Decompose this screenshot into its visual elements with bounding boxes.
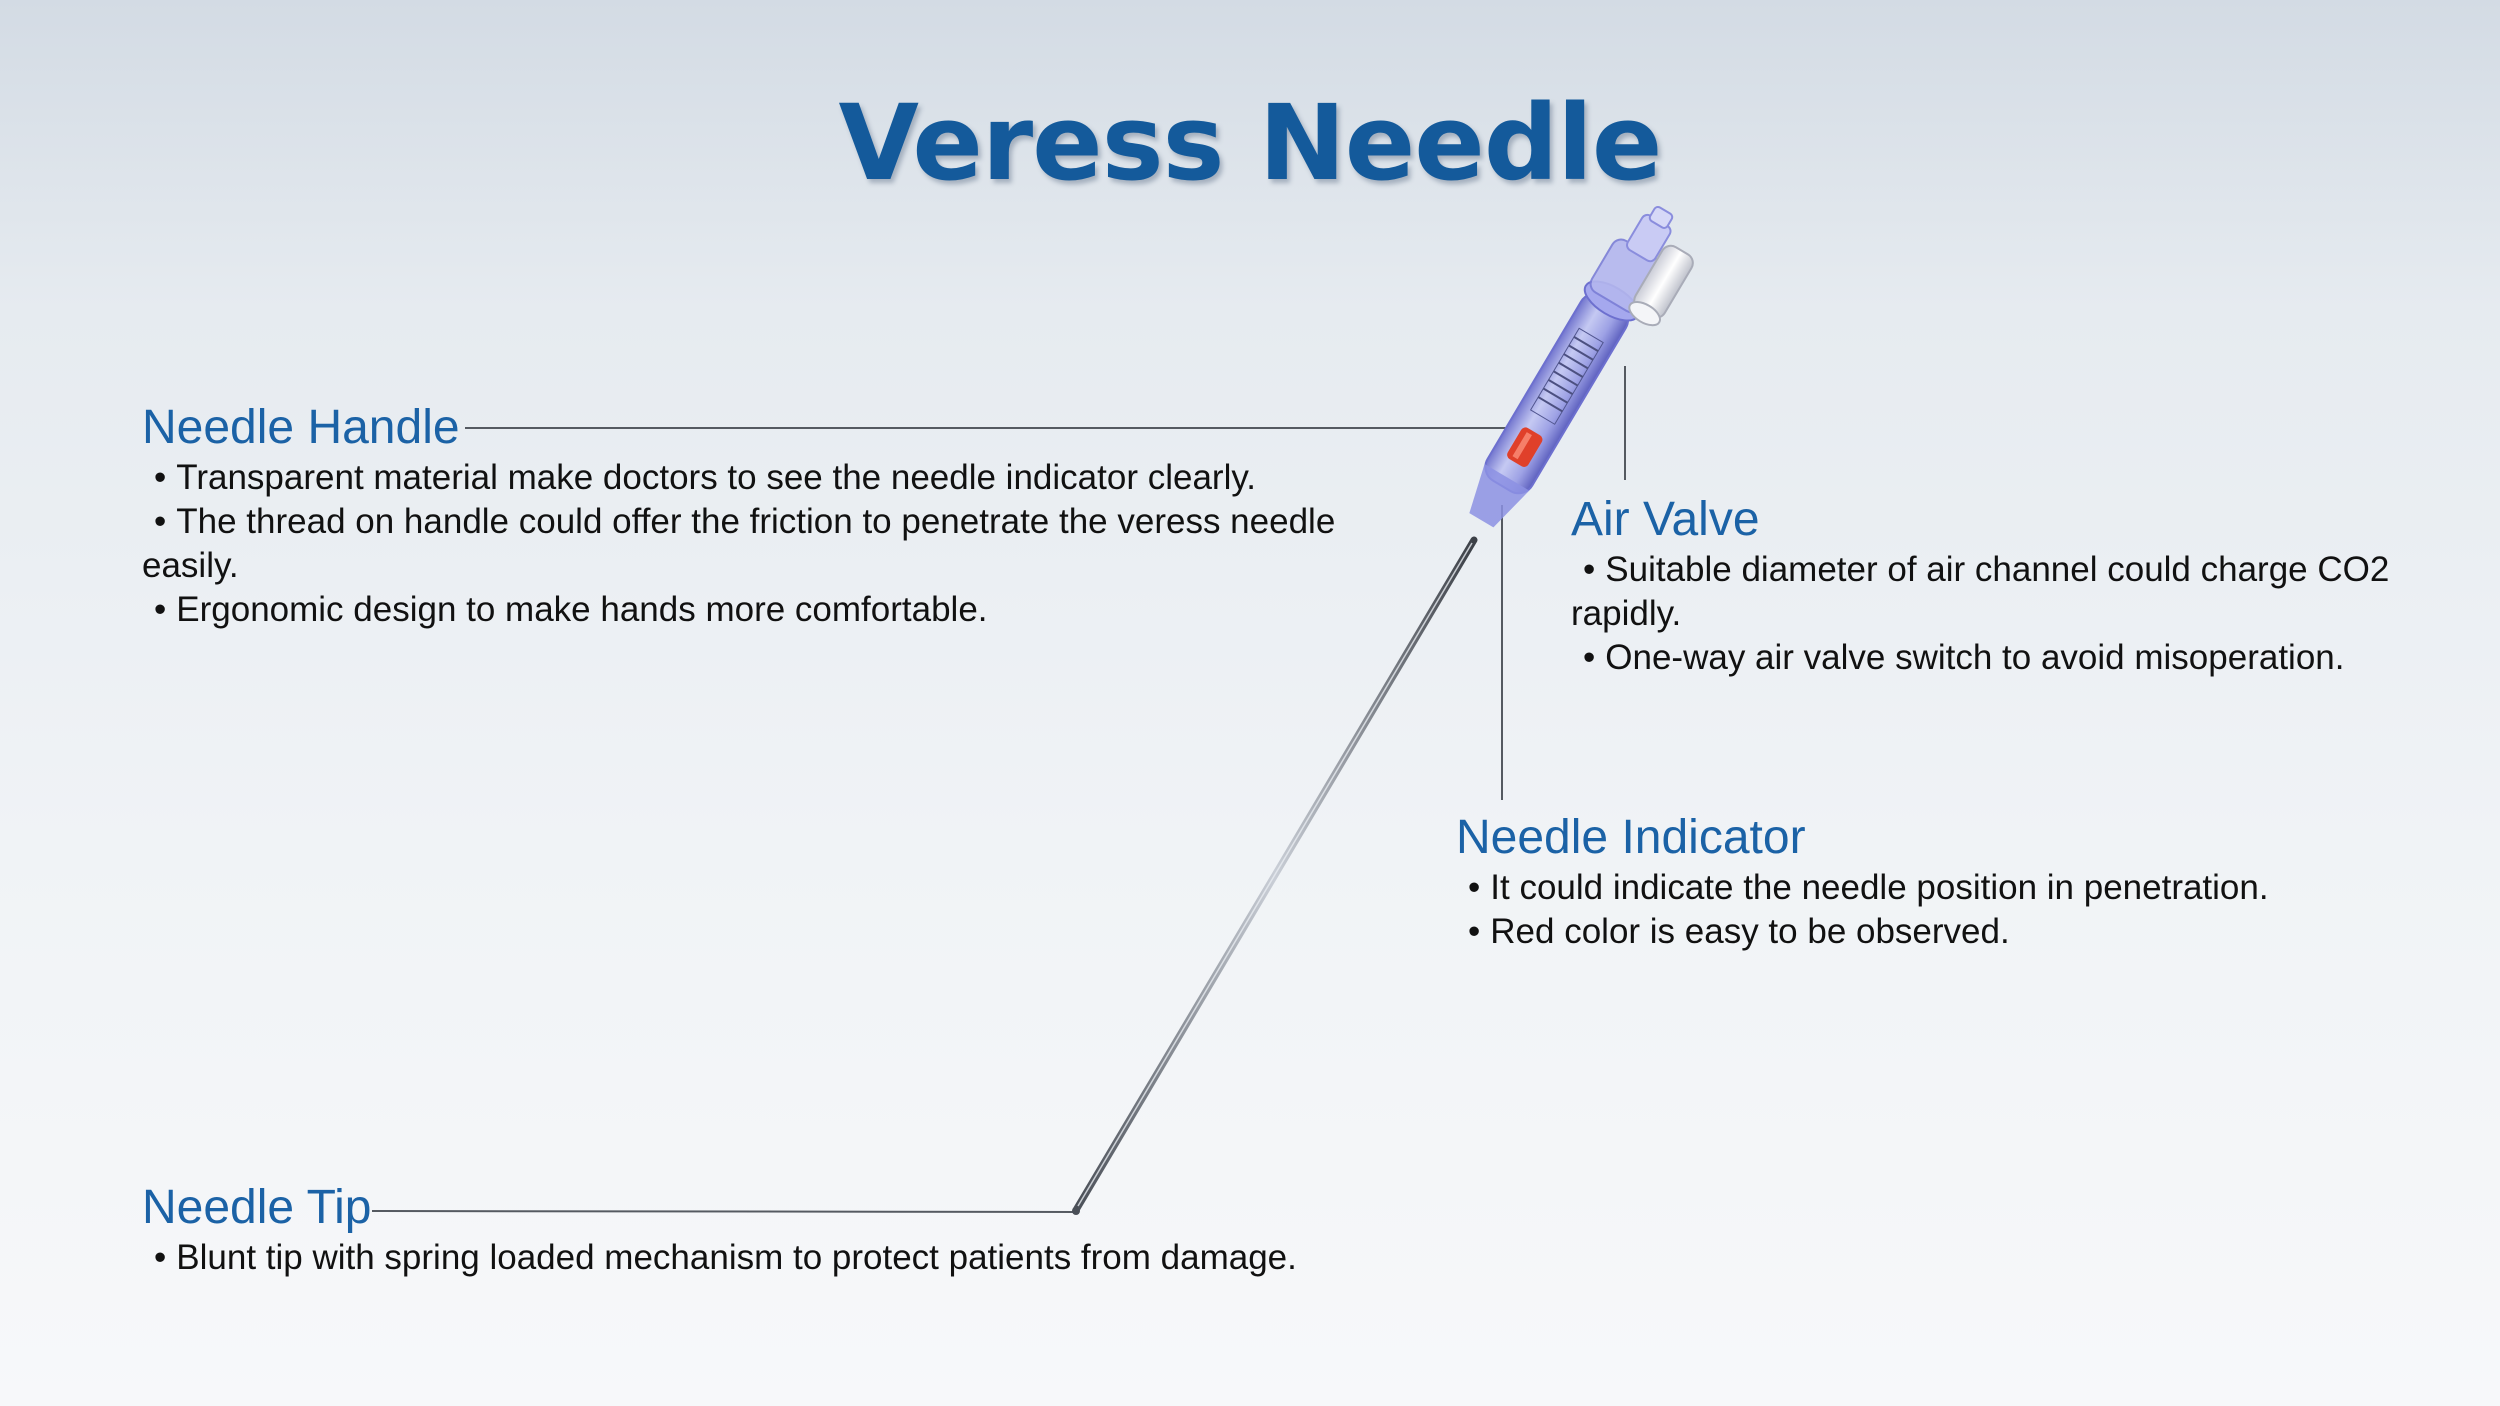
bullet-text: The thread on handle could offer the friction to penetrate the veress needle easily.	[142, 502, 1336, 585]
page-title: Veress Needle	[838, 82, 1662, 204]
bullet-list	[142, 1236, 1442, 1280]
bullet-item	[1571, 548, 2451, 636]
bullet-dot: •	[154, 590, 167, 629]
bullet-dot: •	[154, 458, 167, 497]
bullet-dot: •	[1468, 868, 1481, 907]
bullet-dot: •	[1468, 912, 1481, 951]
bullet-item	[1571, 636, 2451, 680]
bullet-list	[1456, 866, 2416, 954]
bullet-text: Red color is easy to be observed.	[1490, 912, 2010, 951]
callout-heading: Needle Indicator	[1456, 811, 1806, 864]
bullet-dot: •	[1583, 550, 1596, 589]
callout-heading: Needle Tip	[142, 1181, 372, 1234]
callout-needle-handle	[142, 400, 1412, 632]
bullet-dot: •	[154, 502, 167, 541]
bullet-text: Blunt tip with spring loaded mechanism to protect patients from damage.	[176, 1238, 1297, 1277]
bullet-text: Transparent material make doctors to see the needle indicator clearly.	[176, 458, 1256, 497]
bullet-text: One-way air valve switch to avoid misoperation.	[1605, 638, 2345, 677]
callout-needle-tip	[142, 1180, 1442, 1280]
callout-heading: Air Valve	[1571, 493, 1760, 546]
bullet-list	[142, 456, 1412, 632]
callout-needle-indicator	[1456, 810, 2416, 954]
bullet-item	[142, 588, 1412, 632]
bullet-item	[142, 500, 1412, 588]
bullet-item	[142, 456, 1412, 500]
bullet-text: Suitable diameter of air channel could charge CO2 rapidly.	[1571, 550, 2390, 633]
bullet-item	[1456, 910, 2416, 954]
bullet-item	[142, 1236, 1442, 1280]
bullet-dot: •	[1583, 638, 1596, 677]
needle-shaft-highlight	[1078, 543, 1472, 1206]
bullet-item	[1456, 866, 2416, 910]
bullet-list	[1571, 548, 2451, 680]
bullet-text: It could indicate the needle position in penetration.	[1490, 868, 2269, 907]
callout-air-valve	[1571, 492, 2451, 680]
bullet-text: Ergonomic design to make hands more comfortable.	[176, 590, 988, 629]
bullet-dot: •	[154, 1238, 167, 1277]
callout-heading: Needle Handle	[142, 401, 460, 454]
